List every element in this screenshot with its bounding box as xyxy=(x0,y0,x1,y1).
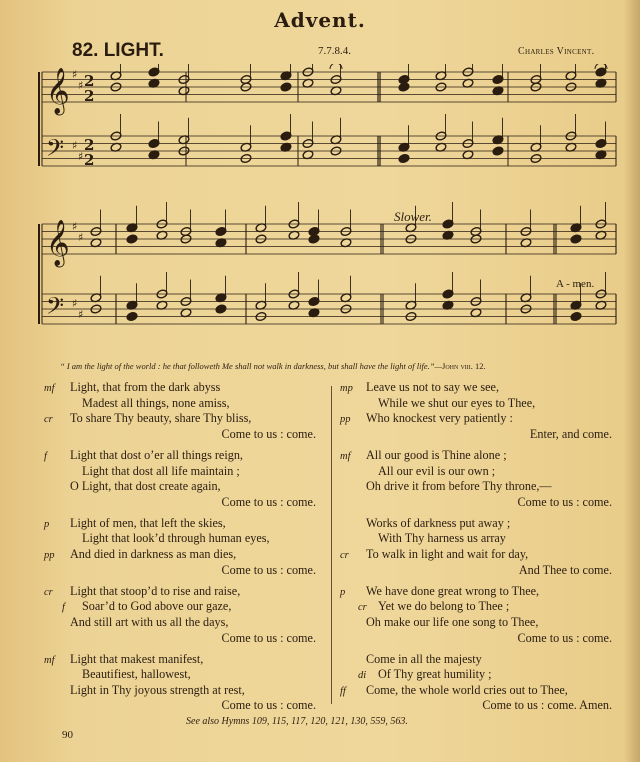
sharp-icon: ♯ xyxy=(72,68,78,81)
sharp-icon: ♯ xyxy=(72,220,78,233)
verse-text: All our evil is our own ; xyxy=(378,463,496,478)
verse-text: With Thy harness us array xyxy=(378,531,506,546)
dynamic-marking: f xyxy=(44,450,47,462)
verse-text: Light that dost all life maintain ; xyxy=(82,463,240,478)
verse-text: Come to us : come. Amen. xyxy=(482,698,612,713)
verse-text: Who knockest very patiently : xyxy=(366,411,513,426)
sharp-icon: ♯ xyxy=(78,79,84,92)
verse-text: Works of darkness put away ; xyxy=(366,515,511,530)
treble-clef-icon: 𝄞 xyxy=(46,68,70,114)
time-signature: 2 xyxy=(84,151,95,169)
verse-text: Leave us not to say we see, xyxy=(366,380,500,394)
verse-text: Come to us : come. xyxy=(221,698,316,713)
dynamic-marking: cr xyxy=(44,586,53,598)
verse-text: Yet we do belong to Thee ; xyxy=(378,599,510,614)
verse-text: Enter, and come. xyxy=(529,426,612,441)
note-head xyxy=(570,234,582,244)
dynamic-marking: mf xyxy=(44,383,55,394)
verse-text: While we shut our eyes to Thee, xyxy=(378,395,536,410)
note-head xyxy=(126,234,138,244)
dynamic-marking: pp xyxy=(340,414,351,426)
tempo-marking: Slower. xyxy=(394,209,432,224)
note-head xyxy=(280,82,292,92)
scripture-epigraph xyxy=(60,361,620,371)
dynamic-marking: p xyxy=(340,586,346,598)
bass-clef-icon: 𝄢 xyxy=(46,134,65,167)
page-number: 90 xyxy=(62,729,73,741)
dynamic-marking: cr xyxy=(358,602,367,614)
verse-text: Light that stoop’d to rise and raise, xyxy=(70,583,241,598)
dynamic-marking: mf xyxy=(340,450,351,462)
note-head xyxy=(126,311,138,321)
verse-text: Come in all the majesty xyxy=(366,651,482,666)
time-signature: 2 xyxy=(84,72,95,90)
note-head xyxy=(492,146,504,156)
verse-text: Come to us : come. xyxy=(517,494,612,509)
dynamic-marking: di xyxy=(358,670,367,682)
dynamic-marking: f xyxy=(62,602,65,614)
verse-text: Come to us : come. xyxy=(221,426,316,441)
verse-text: Oh drive it from before Thy throne,— xyxy=(366,479,552,494)
sharp-icon: ♯ xyxy=(78,231,84,244)
verse-text: Come to us : come. xyxy=(221,562,316,577)
note-head xyxy=(398,153,410,163)
time-signature: 2 xyxy=(84,87,95,105)
dynamic-marking: mp xyxy=(340,383,353,394)
verse-text: Light that makest manifest, xyxy=(70,651,204,666)
bass-clef-icon: 𝄢 xyxy=(46,292,65,325)
verse-text: Come to us : come. xyxy=(517,630,612,645)
verse-text: Madest all things, none amiss, xyxy=(82,395,230,410)
see-also-note: See also Hymns 109, 115, 117, 120, 121, 130, 559, 563. xyxy=(186,716,408,727)
time-signature: 2 xyxy=(84,136,95,154)
hymn-number-title: 82. LIGHT. xyxy=(72,40,164,61)
verses-left-column xyxy=(44,380,334,713)
dynamic-marking: mf xyxy=(44,654,55,666)
note-head xyxy=(570,311,582,321)
dynamic-marking: cr xyxy=(340,550,349,561)
dynamic-marking: ff xyxy=(340,685,346,697)
page-edge-shadow xyxy=(624,0,640,762)
sharp-icon: ♯ xyxy=(72,297,78,310)
verse-text: And Thee to come. xyxy=(518,562,612,577)
treble-clef-icon: 𝄞 xyxy=(46,220,70,266)
verse-text: Come to us : come. xyxy=(221,494,316,509)
dynamic-marking: cr xyxy=(44,414,53,426)
verse-text: Oh make our life one song to Thee, xyxy=(366,614,539,629)
verse-text: Soar’d to God above our gaze, xyxy=(82,599,232,614)
verse-text: All our good is Thine alone ; xyxy=(366,447,507,462)
verse-text: And still art with us all the days, xyxy=(70,614,229,629)
verse-text: To walk in light and wait for day, xyxy=(366,547,529,561)
verse-text: Light, that from the dark abyss xyxy=(70,380,221,394)
sharp-icon: ♯ xyxy=(78,150,84,163)
hymn-meter: 7.7.8.4. xyxy=(318,45,351,57)
verse-text: And died in darkness as man dies, xyxy=(70,547,237,561)
sharp-icon: ♯ xyxy=(78,308,84,321)
music-score xyxy=(36,64,620,360)
epigraph-text: “ I am the light of the world : he that followeth Me shall not walk in darkness, but shall have the light of life.”— xyxy=(60,361,443,371)
amen-label: A - men. xyxy=(556,278,595,290)
dynamic-marking: p xyxy=(44,518,50,530)
hymn-composer: Charles Vincent. xyxy=(518,46,595,57)
section-heading: Advent. xyxy=(274,8,366,32)
sharp-icon: ♯ xyxy=(72,139,78,152)
verse-text: Light of men, that left the skies, xyxy=(70,515,226,530)
verse-text: To share Thy beauty, share Thy bliss, xyxy=(70,411,252,426)
verse-text: We have done great wrong to Thee, xyxy=(366,583,540,598)
verse-text: Light that dost o’er all things reign, xyxy=(70,447,243,462)
verses-right-column xyxy=(340,380,632,713)
dynamic-marking: pp xyxy=(44,550,55,561)
note-head xyxy=(215,304,227,314)
verse-text: Beautifiest, hallowest, xyxy=(82,667,191,682)
verse-text: Light in Thy joyous strength at rest, xyxy=(70,682,245,697)
verse-text: Come to us : come. xyxy=(221,630,316,645)
epigraph-reference: John viii. 12. xyxy=(442,361,486,371)
verse-text: O Light, that dost create again, xyxy=(70,479,221,494)
verse-text: Of Thy great humility ; xyxy=(378,667,492,682)
verse-text: Come, the whole world cries out to Thee, xyxy=(366,682,568,697)
verse-text: Light that look’d through human eyes, xyxy=(82,531,270,546)
